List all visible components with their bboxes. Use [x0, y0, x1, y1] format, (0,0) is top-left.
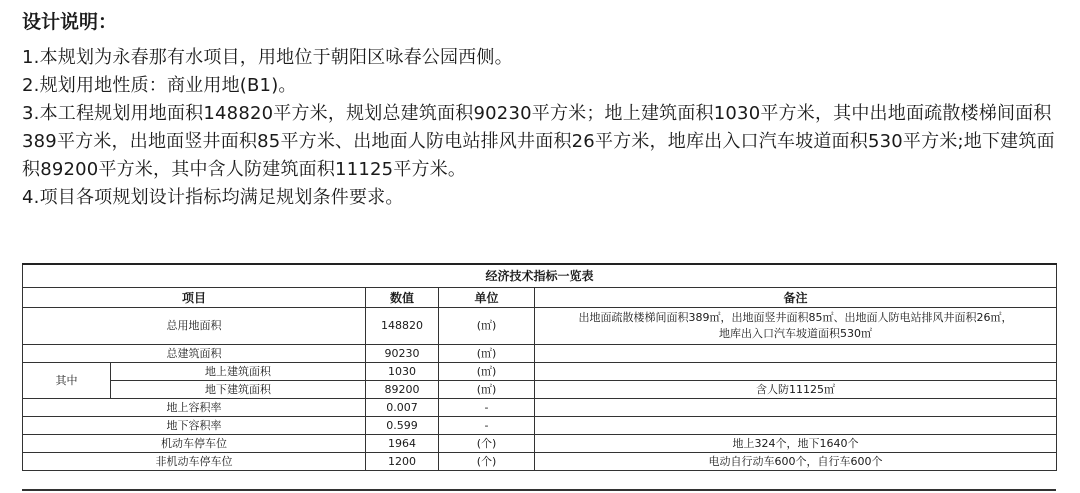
table-row — [23, 399, 1057, 417]
group-label: 其中 — [23, 363, 111, 399]
header-value: 数值 — [366, 288, 439, 308]
note-item-3: 3.本工程规划用地面积148820平方米，规划总建筑面积90230平方米；地上建筑面积1030平方米，其中出地面疏散楼梯间面积389平方米，出地面竖井面积85平方米、出地面人防电站排风井面积26平方米，地库出入口汽车坡道面积530平方米;地下建筑面积89200平方米，其中含人防建筑面积11125平方米。 — [22, 103, 1055, 180]
table-row — [23, 453, 1057, 471]
row-value: 90230 — [366, 345, 439, 363]
note-item-2: 2.规划用地性质：商业用地(B1)。 — [22, 75, 297, 96]
table-row — [23, 417, 1057, 435]
row-remark-line: 出地面疏散楼梯间面积389㎡，出地面竖井面积85㎡、出地面人防电站排风井面积26㎡， — [578, 311, 1013, 324]
design-notes — [22, 8, 1062, 212]
row-value: 148820 — [366, 308, 439, 345]
row-unit: (㎡) — [439, 308, 535, 345]
row-unit: - — [439, 399, 535, 417]
row-item: 总用地面积 — [23, 308, 366, 345]
row-remark-line: 地库出入口汽车坡道面积530㎡ — [719, 327, 873, 340]
row-remark: 电动自行动车600个，自行车600个 — [535, 453, 1057, 471]
header-remark: 备注 — [535, 288, 1057, 308]
note-item-1: 1.本规划为永春那有水项目，用地位于朝阳区咏春公园西侧。 — [22, 47, 513, 68]
row-unit: (㎡) — [439, 381, 535, 399]
row-remark — [535, 417, 1057, 435]
table-row — [23, 381, 1057, 399]
row-remark: 含人防11125㎡ — [535, 381, 1057, 399]
row-remark — [535, 308, 1057, 345]
table-caption: 经济技术指标一览表 — [23, 264, 1057, 288]
row-value: 1200 — [366, 453, 439, 471]
table-row — [23, 308, 1057, 345]
row-unit: (个) — [439, 453, 535, 471]
row-value: 0.007 — [366, 399, 439, 417]
header-item: 项目 — [23, 288, 366, 308]
row-item: 地上容积率 — [23, 399, 366, 417]
row-item: 地下建筑面积 — [111, 381, 366, 399]
table-row — [23, 345, 1057, 363]
row-value: 89200 — [366, 381, 439, 399]
row-remark — [535, 345, 1057, 363]
row-item: 总建筑面积 — [23, 345, 366, 363]
row-value: 1030 — [366, 363, 439, 381]
note-item-4: 4.项目各项规划设计指标均满足规划条件要求。 — [22, 187, 404, 208]
row-unit: (个) — [439, 435, 535, 453]
table-header-row — [23, 288, 1057, 308]
notes-title: 设计说明： — [22, 11, 118, 33]
row-remark: 地上324个，地下1640个 — [535, 435, 1057, 453]
table-row — [23, 363, 1057, 381]
row-value: 1964 — [366, 435, 439, 453]
row-item: 地上建筑面积 — [111, 363, 366, 381]
row-value: 0.599 — [366, 417, 439, 435]
row-item: 非机动车停车位 — [23, 453, 366, 471]
table-row — [23, 435, 1057, 453]
row-remark — [535, 363, 1057, 381]
row-item: 机动车停车位 — [23, 435, 366, 453]
row-unit: (㎡) — [439, 345, 535, 363]
row-unit: (㎡) — [439, 363, 535, 381]
header-unit: 单位 — [439, 288, 535, 308]
bottom-divider — [22, 489, 1056, 491]
row-remark — [535, 399, 1057, 417]
row-unit: - — [439, 417, 535, 435]
indicator-table — [22, 263, 1057, 471]
row-item: 地下容积率 — [23, 417, 366, 435]
indicator-table-container — [22, 263, 1056, 471]
